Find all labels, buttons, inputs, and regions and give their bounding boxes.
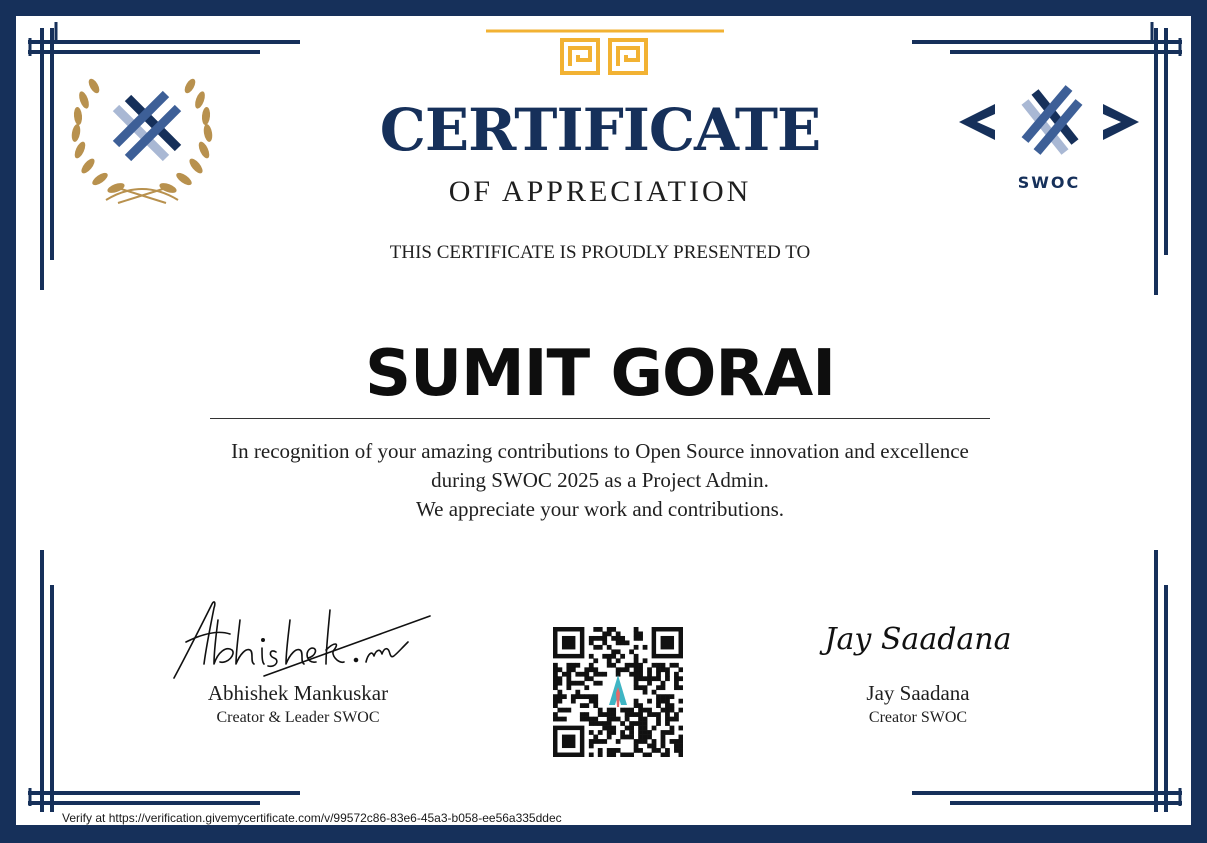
recipient-name: SUMIT GORAI bbox=[364, 337, 836, 411]
body-line-2: during SWOC 2025 as a Project Admin. bbox=[431, 468, 769, 492]
body-line-1: In recognition of your amazing contributions to Open Source innovation and excellence bbox=[231, 439, 969, 463]
body-line-3: We appreciate your work and contributions. bbox=[415, 497, 785, 521]
swoc-logo-icon bbox=[955, 80, 1143, 194]
swoc-logo-text: SWOC bbox=[1017, 173, 1081, 192]
name-underline bbox=[210, 418, 990, 419]
presented-to-line: THIS CERTIFICATE IS PROUDLY PRESENTED TO bbox=[389, 242, 811, 263]
qr-code-icon[interactable] bbox=[553, 627, 683, 757]
left-signer-role: Creator & Leader SWOC bbox=[216, 709, 380, 726]
left-handwritten-signature bbox=[168, 590, 443, 685]
laurel-wreath-logo-icon bbox=[66, 68, 218, 206]
right-signer-name: Jay Saadana bbox=[866, 681, 970, 705]
certificate-subtitle: OF APPRECIATION bbox=[448, 175, 752, 208]
verification-link[interactable]: Verify at https://verification.givemycertificate.com/v/99572c86-83e6-45a3-b058-ee56a335ddec bbox=[62, 811, 562, 825]
certificate-title: CERTIFICATE bbox=[379, 96, 821, 164]
right-handwritten-signature: Jay Saadana bbox=[824, 622, 1012, 657]
greek-key-ornament-icon bbox=[486, 28, 724, 78]
swoc-logo-mark-icon bbox=[955, 80, 1143, 194]
right-signer-role: Creator SWOC bbox=[868, 709, 968, 726]
certificate-body bbox=[170, 437, 1030, 524]
left-signer-name: Abhishek Mankuskar bbox=[207, 681, 389, 705]
